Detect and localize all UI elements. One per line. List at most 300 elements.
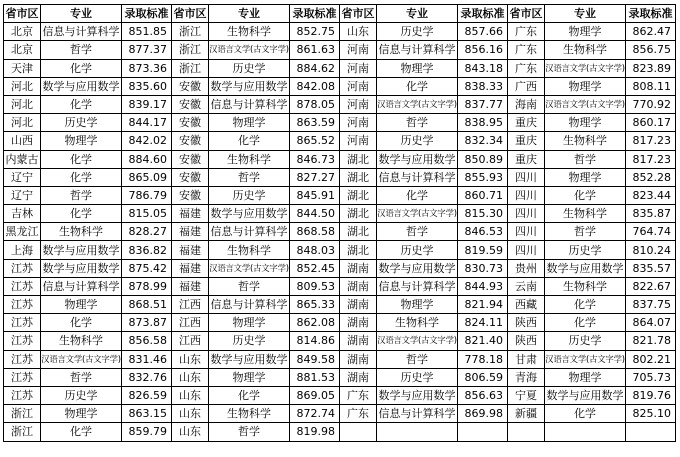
province-cell: 河南 (340, 77, 377, 95)
table-row (4, 41, 676, 59)
province-cell: 湖南 (340, 296, 377, 314)
major-cell: 化学 (41, 95, 122, 113)
province-cell: 福建 (172, 205, 209, 223)
score-cell: 863.59 (290, 114, 340, 132)
score-cell: 846.53 (458, 223, 508, 241)
major-cell: 汉语言文学(古文字学) (209, 259, 290, 277)
province-cell: 山东 (172, 405, 209, 423)
major-cell: 生物科学 (41, 223, 122, 241)
province-cell: 广东 (340, 386, 377, 404)
province-cell: 安徽 (172, 132, 209, 150)
score-cell (458, 423, 508, 441)
province-cell: 海南 (508, 95, 545, 113)
score-cell: 868.58 (290, 223, 340, 241)
score-cell: 881.53 (290, 368, 340, 386)
major-cell: 化学 (41, 423, 122, 441)
score-header: 录取标准 (122, 5, 172, 23)
major-cell: 物理学 (41, 405, 122, 423)
major-cell: 数学与应用数学 (209, 350, 290, 368)
major-cell: 生物科学 (545, 132, 626, 150)
score-cell: 830.73 (458, 259, 508, 277)
table-row (4, 277, 676, 295)
province-cell: 浙江 (4, 405, 41, 423)
score-cell: 823.89 (626, 59, 676, 77)
score-cell: 819.59 (458, 241, 508, 259)
score-cell: 868.51 (122, 296, 172, 314)
score-cell: 802.21 (626, 350, 676, 368)
major-cell: 汉语言文学(古文字学) (545, 95, 626, 113)
major-cell: 生物科学 (209, 241, 290, 259)
score-cell: 860.71 (458, 186, 508, 204)
province-cell: 广东 (508, 59, 545, 77)
score-cell: 846.73 (290, 150, 340, 168)
province-cell: 浙江 (172, 41, 209, 59)
table-row (4, 23, 676, 41)
major-cell: 化学 (377, 77, 458, 95)
province-cell: 广东 (508, 41, 545, 59)
score-cell: 837.77 (458, 95, 508, 113)
province-cell: 江西 (172, 332, 209, 350)
score-cell: 875.42 (122, 259, 172, 277)
province-cell: 浙江 (172, 23, 209, 41)
major-cell: 历史学 (377, 241, 458, 259)
major-cell: 物理学 (41, 296, 122, 314)
major-cell: 数学与应用数学 (41, 259, 122, 277)
score-cell: 872.74 (290, 405, 340, 423)
major-cell: 历史学 (545, 241, 626, 259)
table-row (4, 368, 676, 386)
major-cell: 物理学 (545, 168, 626, 186)
province-cell: 湖南 (340, 314, 377, 332)
province-cell: 福建 (172, 277, 209, 295)
major-cell: 哲学 (377, 223, 458, 241)
major-cell: 物理学 (545, 368, 626, 386)
major-cell: 化学 (545, 186, 626, 204)
table-row (4, 259, 676, 277)
score-cell: 814.86 (290, 332, 340, 350)
province-header: 省市区 (508, 5, 545, 23)
province-cell: 广东 (508, 23, 545, 41)
table-row (4, 241, 676, 259)
major-cell: 信息与计算科学 (377, 405, 458, 423)
score-cell: 831.46 (122, 350, 172, 368)
table-row (4, 168, 676, 186)
province-cell: 江苏 (4, 314, 41, 332)
score-cell: 835.60 (122, 77, 172, 95)
province-cell: 四川 (508, 241, 545, 259)
major-cell: 化学 (41, 205, 122, 223)
score-cell: 832.76 (122, 368, 172, 386)
score-cell: 821.78 (626, 332, 676, 350)
major-cell: 信息与计算科学 (377, 168, 458, 186)
major-cell: 化学 (545, 314, 626, 332)
score-cell: 873.87 (122, 314, 172, 332)
major-cell: 物理学 (545, 23, 626, 41)
province-cell: 北京 (4, 23, 41, 41)
score-cell: 864.07 (626, 314, 676, 332)
score-cell: 821.40 (458, 332, 508, 350)
province-cell: 安徽 (172, 114, 209, 132)
province-cell: 河北 (4, 77, 41, 95)
score-cell: 826.59 (122, 386, 172, 404)
major-cell: 生物科学 (377, 314, 458, 332)
major-cell: 化学 (545, 296, 626, 314)
score-cell: 770.92 (626, 95, 676, 113)
table-row (4, 114, 676, 132)
score-cell: 810.24 (626, 241, 676, 259)
province-cell: 河南 (340, 41, 377, 59)
province-cell: 吉林 (4, 205, 41, 223)
score-cell: 843.18 (458, 59, 508, 77)
major-cell: 信息与计算科学 (209, 296, 290, 314)
major-cell: 化学 (41, 314, 122, 332)
score-cell: 856.63 (458, 386, 508, 404)
major-cell: 数学与应用数学 (209, 77, 290, 95)
table-row (4, 150, 676, 168)
major-cell: 生物科学 (41, 332, 122, 350)
score-cell: 873.36 (122, 59, 172, 77)
province-cell: 江苏 (4, 350, 41, 368)
major-cell: 化学 (377, 186, 458, 204)
major-cell: 哲学 (209, 423, 290, 441)
score-cell: 856.58 (122, 332, 172, 350)
score-cell: 877.37 (122, 41, 172, 59)
province-cell: 湖北 (340, 186, 377, 204)
score-cell: 778.18 (458, 350, 508, 368)
score-cell: 884.60 (122, 150, 172, 168)
table-row (4, 332, 676, 350)
province-cell: 四川 (508, 168, 545, 186)
province-cell: 重庆 (508, 114, 545, 132)
province-cell (508, 423, 545, 441)
province-cell: 甘肃 (508, 350, 545, 368)
province-cell: 江苏 (4, 368, 41, 386)
province-cell: 云南 (508, 277, 545, 295)
score-cell: 842.02 (122, 132, 172, 150)
score-cell: 869.05 (290, 386, 340, 404)
province-cell: 湖北 (340, 223, 377, 241)
province-cell: 西藏 (508, 296, 545, 314)
major-cell: 历史学 (545, 332, 626, 350)
score-header: 录取标准 (458, 5, 508, 23)
score-cell: 842.08 (290, 77, 340, 95)
score-cell: 851.85 (122, 23, 172, 41)
major-cell: 数学与应用数学 (545, 386, 626, 404)
table-row (4, 350, 676, 368)
province-cell: 辽宁 (4, 168, 41, 186)
major-cell: 汉语言文学(古文字学) (377, 332, 458, 350)
score-cell: 822.67 (626, 277, 676, 295)
score-cell: 862.47 (626, 23, 676, 41)
score-cell: 828.27 (122, 223, 172, 241)
major-cell: 化学 (41, 59, 122, 77)
score-cell: 856.75 (626, 41, 676, 59)
province-header: 省市区 (340, 5, 377, 23)
province-cell: 湖南 (340, 332, 377, 350)
major-cell: 历史学 (209, 186, 290, 204)
major-cell: 汉语言文学(古文字学) (545, 59, 626, 77)
province-cell: 北京 (4, 41, 41, 59)
province-cell: 浙江 (172, 59, 209, 77)
province-cell: 河南 (340, 95, 377, 113)
province-cell (340, 423, 377, 441)
major-cell: 哲学 (209, 168, 290, 186)
major-cell: 哲学 (41, 41, 122, 59)
province-cell: 宁夏 (508, 386, 545, 404)
province-cell: 上海 (4, 241, 41, 259)
score-cell: 849.58 (290, 350, 340, 368)
score-cell: 786.79 (122, 186, 172, 204)
score-cell: 857.66 (458, 23, 508, 41)
score-cell: 869.98 (458, 405, 508, 423)
major-cell: 哲学 (209, 277, 290, 295)
major-cell: 化学 (41, 150, 122, 168)
score-cell: 861.63 (290, 41, 340, 59)
major-header: 专业 (377, 5, 458, 23)
major-cell: 物理学 (209, 368, 290, 386)
major-cell: 信息与计算科学 (377, 277, 458, 295)
province-cell: 辽宁 (4, 186, 41, 204)
province-cell: 山东 (340, 23, 377, 41)
major-cell: 物理学 (209, 314, 290, 332)
province-cell: 安徽 (172, 186, 209, 204)
score-cell: 832.34 (458, 132, 508, 150)
score-cell: 852.45 (290, 259, 340, 277)
score-cell: 838.33 (458, 77, 508, 95)
score-cell: 865.52 (290, 132, 340, 150)
major-cell: 物理学 (377, 59, 458, 77)
score-cell: 823.44 (626, 186, 676, 204)
table-row (4, 205, 676, 223)
table-row (4, 405, 676, 423)
score-cell: 844.17 (122, 114, 172, 132)
score-cell (626, 423, 676, 441)
score-cell: 855.93 (458, 168, 508, 186)
province-cell: 山东 (172, 386, 209, 404)
province-cell: 湖北 (340, 168, 377, 186)
province-cell: 山东 (172, 423, 209, 441)
province-header: 省市区 (172, 5, 209, 23)
major-cell: 物理学 (545, 114, 626, 132)
province-cell: 安徽 (172, 168, 209, 186)
score-cell: 863.15 (122, 405, 172, 423)
major-cell: 哲学 (377, 350, 458, 368)
score-cell: 865.09 (122, 168, 172, 186)
major-cell: 信息与计算科学 (41, 277, 122, 295)
major-cell: 数学与应用数学 (209, 205, 290, 223)
major-cell: 生物科学 (545, 41, 626, 59)
score-cell: 862.08 (290, 314, 340, 332)
score-cell: 837.75 (626, 296, 676, 314)
major-cell: 生物科学 (209, 405, 290, 423)
table-row (4, 223, 676, 241)
major-cell: 历史学 (209, 332, 290, 350)
table-body (4, 23, 676, 441)
score-cell: 819.76 (626, 386, 676, 404)
major-cell (545, 423, 626, 441)
province-cell: 江苏 (4, 259, 41, 277)
major-header: 专业 (545, 5, 626, 23)
province-cell: 贵州 (508, 259, 545, 277)
province-cell: 黑龙江 (4, 223, 41, 241)
major-cell: 哲学 (41, 186, 122, 204)
major-cell: 哲学 (545, 223, 626, 241)
province-cell: 四川 (508, 186, 545, 204)
header-row (4, 5, 676, 23)
province-cell: 四川 (508, 223, 545, 241)
major-cell: 生物科学 (545, 205, 626, 223)
score-cell: 859.79 (122, 423, 172, 441)
province-cell: 四川 (508, 205, 545, 223)
major-header: 专业 (209, 5, 290, 23)
score-cell: 860.17 (626, 114, 676, 132)
major-cell: 历史学 (41, 114, 122, 132)
score-cell: 845.91 (290, 186, 340, 204)
major-cell: 汉语言文学(古文字学) (545, 350, 626, 368)
province-cell: 山西 (4, 132, 41, 150)
major-cell: 物理学 (545, 77, 626, 95)
major-cell: 生物科学 (209, 150, 290, 168)
score-cell: 817.23 (626, 150, 676, 168)
province-cell: 河南 (340, 59, 377, 77)
major-header: 专业 (41, 5, 122, 23)
major-cell: 数学与应用数学 (41, 241, 122, 259)
province-cell: 新疆 (508, 405, 545, 423)
score-cell: 825.10 (626, 405, 676, 423)
score-cell: 884.62 (290, 59, 340, 77)
major-cell: 生物科学 (545, 277, 626, 295)
major-cell (377, 423, 458, 441)
province-cell: 湖南 (340, 277, 377, 295)
score-cell: 815.05 (122, 205, 172, 223)
major-cell: 化学 (209, 132, 290, 150)
major-cell: 物理学 (209, 114, 290, 132)
province-cell: 福建 (172, 259, 209, 277)
score-cell: 856.16 (458, 41, 508, 59)
province-cell: 江西 (172, 296, 209, 314)
score-header: 录取标准 (626, 5, 676, 23)
province-cell: 浙江 (4, 423, 41, 441)
province-cell: 广西 (508, 77, 545, 95)
province-cell: 福建 (172, 241, 209, 259)
major-cell: 化学 (545, 405, 626, 423)
major-cell: 信息与计算科学 (377, 41, 458, 59)
major-cell: 化学 (209, 386, 290, 404)
score-cell: 705.73 (626, 368, 676, 386)
score-cell: 819.98 (290, 423, 340, 441)
major-cell: 历史学 (377, 132, 458, 150)
major-cell: 汉语言文学(古文字学) (377, 205, 458, 223)
major-cell: 哲学 (377, 114, 458, 132)
score-cell: 824.11 (458, 314, 508, 332)
province-cell: 天津 (4, 59, 41, 77)
major-cell: 数学与应用数学 (377, 150, 458, 168)
table-row (4, 77, 676, 95)
major-cell: 物理学 (377, 296, 458, 314)
province-cell: 内蒙古 (4, 150, 41, 168)
score-cell: 835.57 (626, 259, 676, 277)
province-cell: 湖南 (340, 259, 377, 277)
province-header: 省市区 (4, 5, 41, 23)
province-cell: 山东 (172, 350, 209, 368)
score-cell: 806.59 (458, 368, 508, 386)
province-cell: 江苏 (4, 296, 41, 314)
province-cell: 重庆 (508, 150, 545, 168)
province-cell: 河北 (4, 114, 41, 132)
province-cell: 江苏 (4, 277, 41, 295)
major-cell: 数学与应用数学 (545, 259, 626, 277)
score-cell: 838.95 (458, 114, 508, 132)
admission-score-table (3, 4, 676, 442)
score-cell: 821.94 (458, 296, 508, 314)
major-cell: 信息与计算科学 (209, 223, 290, 241)
province-cell: 河北 (4, 95, 41, 113)
province-cell: 重庆 (508, 132, 545, 150)
table-row (4, 59, 676, 77)
table-row (4, 186, 676, 204)
score-cell: 808.11 (626, 77, 676, 95)
table-row (4, 314, 676, 332)
score-cell: 764.74 (626, 223, 676, 241)
score-cell: 852.75 (290, 23, 340, 41)
major-cell: 历史学 (377, 23, 458, 41)
major-cell: 信息与计算科学 (41, 23, 122, 41)
score-cell: 865.33 (290, 296, 340, 314)
score-cell: 817.23 (626, 132, 676, 150)
score-cell: 848.03 (290, 241, 340, 259)
score-cell: 878.05 (290, 95, 340, 113)
major-cell: 数学与应用数学 (41, 77, 122, 95)
major-cell: 汉语言文学(古文字学) (209, 41, 290, 59)
score-cell: 809.53 (290, 277, 340, 295)
score-cell: 878.99 (122, 277, 172, 295)
score-cell: 827.27 (290, 168, 340, 186)
table-row (4, 132, 676, 150)
score-cell: 835.87 (626, 205, 676, 223)
score-header: 录取标准 (290, 5, 340, 23)
province-cell: 湖南 (340, 368, 377, 386)
province-cell: 江苏 (4, 332, 41, 350)
province-cell: 河南 (340, 132, 377, 150)
score-cell: 850.89 (458, 150, 508, 168)
major-cell: 哲学 (41, 368, 122, 386)
province-cell: 山东 (172, 368, 209, 386)
score-cell: 852.28 (626, 168, 676, 186)
province-cell: 青海 (508, 368, 545, 386)
province-cell: 河南 (340, 114, 377, 132)
table-row (4, 423, 676, 441)
province-cell: 湖北 (340, 150, 377, 168)
province-cell: 湖南 (340, 350, 377, 368)
major-cell: 历史学 (41, 386, 122, 404)
score-cell: 815.30 (458, 205, 508, 223)
table-row (4, 95, 676, 113)
score-cell: 836.82 (122, 241, 172, 259)
province-cell: 江西 (172, 314, 209, 332)
province-cell: 江苏 (4, 386, 41, 404)
province-cell: 陕西 (508, 332, 545, 350)
major-cell: 汉语言文学(古文字学) (41, 350, 122, 368)
province-cell: 安徽 (172, 150, 209, 168)
table-row (4, 386, 676, 404)
major-cell: 历史学 (377, 368, 458, 386)
province-cell: 广东 (340, 405, 377, 423)
table-row (4, 296, 676, 314)
admission-table-container (3, 4, 676, 442)
province-cell: 安徽 (172, 95, 209, 113)
province-cell: 安徽 (172, 77, 209, 95)
major-cell: 信息与计算科学 (209, 95, 290, 113)
